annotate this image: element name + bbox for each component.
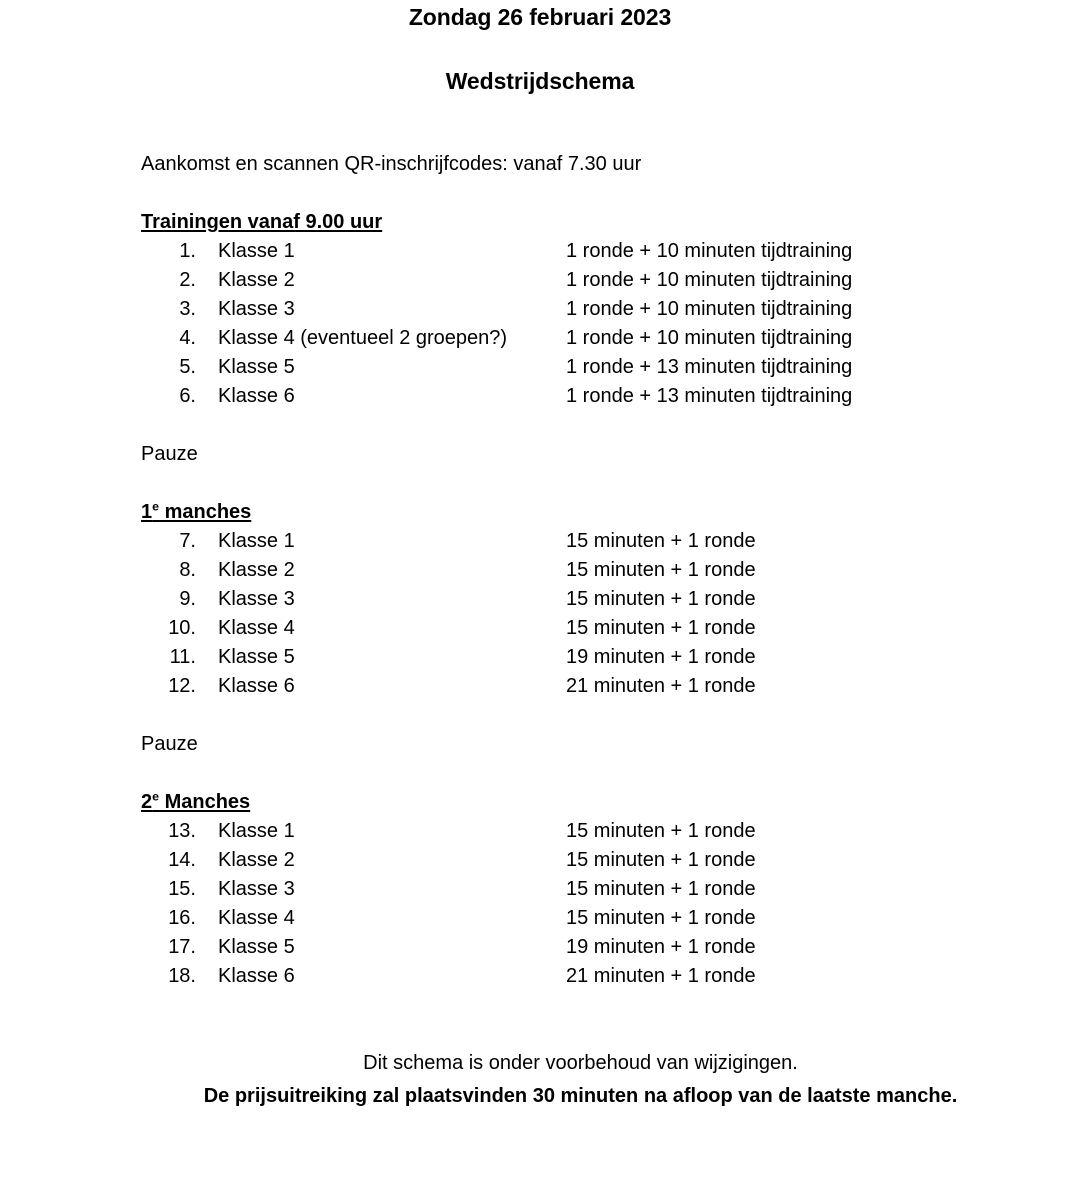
row-detail: 21 minuten + 1 ronde <box>566 965 756 987</box>
row-detail: 1 ronde + 13 minuten tijdtraining <box>566 356 853 378</box>
row-class-label: Klasse 4 <box>218 907 295 929</box>
row-detail: 19 minuten + 1 ronde <box>566 646 756 668</box>
schedule-row <box>141 585 1020 614</box>
row-number: 8. <box>179 559 196 581</box>
row-class-label: Klasse 3 <box>218 298 295 320</box>
row-number: 15. <box>168 878 196 900</box>
row-detail: 1 ronde + 10 minuten tijdtraining <box>566 240 853 262</box>
footer <box>141 991 1020 1111</box>
schedule-row <box>141 875 1020 904</box>
arrival-info: Aankomst en scannen QR-inschrijfcodes: vanaf 7.30 uur <box>141 153 642 175</box>
schedule-row <box>141 614 1020 643</box>
schedule-row <box>141 556 1020 585</box>
footer-disclaimer: Dit schema is onder voorbehoud van wijzigingen. <box>363 1052 798 1074</box>
row-detail: 1 ronde + 10 minuten tijdtraining <box>566 327 853 349</box>
heading-text: Manches <box>159 791 251 813</box>
row-class-label: Klasse 5 <box>218 936 295 958</box>
row-detail: 1 ronde + 13 minuten tijdtraining <box>566 385 853 407</box>
section-heading-wrap <box>141 498 1020 527</box>
row-class-label: Klasse 1 <box>218 820 295 842</box>
row-detail: 15 minuten + 1 ronde <box>566 530 756 552</box>
row-number: 5. <box>179 356 196 378</box>
schedule-list-trainingen <box>141 237 1020 411</box>
spacer <box>141 179 1020 208</box>
schedule-row <box>141 672 1020 701</box>
heading-ordinal-suffix: e <box>152 499 160 514</box>
row-detail: 15 minuten + 1 ronde <box>566 617 756 639</box>
heading-ordinal: 1 <box>141 501 153 523</box>
schedule-row <box>141 295 1020 324</box>
row-class-label: Klasse 2 <box>218 849 295 871</box>
row-number: 10. <box>168 617 196 639</box>
row-number: 14. <box>168 849 196 871</box>
spacer <box>141 411 1020 440</box>
section-heading-tweede-manches <box>141 788 250 817</box>
section-heading-wrap <box>141 788 1020 817</box>
row-number: 18. <box>168 965 196 987</box>
document-body <box>0 96 1080 1111</box>
row-class-label: Klasse 6 <box>218 675 295 697</box>
page-title: Zondag 26 februari 2023 <box>408 4 672 30</box>
row-number: 12. <box>168 675 196 697</box>
row-detail: 15 minuten + 1 ronde <box>566 878 756 900</box>
row-class-label: Klasse 3 <box>218 588 295 610</box>
row-detail: 1 ronde + 10 minuten tijdtraining <box>566 298 853 320</box>
schedule-row <box>141 353 1020 382</box>
page-subtitle: Wedstrijdschema <box>445 68 635 94</box>
section-heading-eerste-manches <box>141 498 251 527</box>
heading-text: manches <box>159 501 252 523</box>
row-detail: 19 minuten + 1 ronde <box>566 936 756 958</box>
row-class-label: Klasse 5 <box>218 356 295 378</box>
row-number: 9. <box>179 588 196 610</box>
row-class-label: Klasse 3 <box>218 878 295 900</box>
row-class-label: Klasse 4 <box>218 617 295 639</box>
section-heading-wrap <box>141 208 1020 237</box>
row-class-label: Klasse 6 <box>218 385 295 407</box>
spacer <box>141 759 1020 788</box>
row-detail: 1 ronde + 10 minuten tijdtraining <box>566 269 853 291</box>
row-detail: 15 minuten + 1 ronde <box>566 849 756 871</box>
row-class-label: Klasse 1 <box>218 240 295 262</box>
break-label-1: Pauze <box>141 443 198 465</box>
row-number: 6. <box>179 385 196 407</box>
schedule-row <box>141 237 1020 266</box>
break-label-2: Pauze <box>141 733 198 755</box>
row-class-label: Klasse 2 <box>218 269 295 291</box>
heading-ordinal: 2 <box>141 791 153 813</box>
schedule-row <box>141 527 1020 556</box>
section-trainingen <box>141 208 1020 411</box>
row-number: 4. <box>179 327 196 349</box>
row-class-label: Klasse 1 <box>218 530 295 552</box>
row-class-label: Klasse 6 <box>218 965 295 987</box>
row-detail: 15 minuten + 1 ronde <box>566 559 756 581</box>
spacer <box>141 701 1020 730</box>
row-number: 3. <box>179 298 196 320</box>
row-class-label: Klasse 2 <box>218 559 295 581</box>
schedule-row <box>141 904 1020 933</box>
schedule-row <box>141 382 1020 411</box>
row-number: 11. <box>169 646 196 668</box>
schedule-row <box>141 933 1020 962</box>
schedule-list-tweede-manches <box>141 817 1020 991</box>
spacer <box>141 469 1020 498</box>
row-number: 13. <box>168 820 196 842</box>
section-tweede-manches <box>141 788 1020 991</box>
row-class-label: Klasse 4 (eventueel 2 groepen?) <box>218 327 508 349</box>
schedule-row <box>141 324 1020 353</box>
footer-award-notice: De prijsuitreiking zal plaatsvinden 30 minuten na afloop van de laatste manche. <box>203 1085 958 1107</box>
schedule-row <box>141 817 1020 846</box>
section-heading-trainingen: Trainingen vanaf 9.00 uur <box>141 211 383 233</box>
row-class-label: Klasse 5 <box>218 646 295 668</box>
schedule-row <box>141 266 1020 295</box>
row-detail: 15 minuten + 1 ronde <box>566 588 756 610</box>
schedule-row <box>141 846 1020 875</box>
schedule-list-eerste-manches <box>141 527 1020 701</box>
schedule-row <box>141 643 1020 672</box>
row-detail: 15 minuten + 1 ronde <box>566 820 756 842</box>
row-detail: 15 minuten + 1 ronde <box>566 907 756 929</box>
row-number: 2. <box>179 269 196 291</box>
schedule-row <box>141 962 1020 991</box>
section-eerste-manches <box>141 498 1020 701</box>
row-number: 17. <box>168 936 196 958</box>
heading-ordinal-suffix: e <box>152 789 160 804</box>
row-detail: 21 minuten + 1 ronde <box>566 675 756 697</box>
row-number: 1. <box>179 240 196 262</box>
row-number: 7. <box>179 530 196 552</box>
row-number: 16. <box>168 907 196 929</box>
